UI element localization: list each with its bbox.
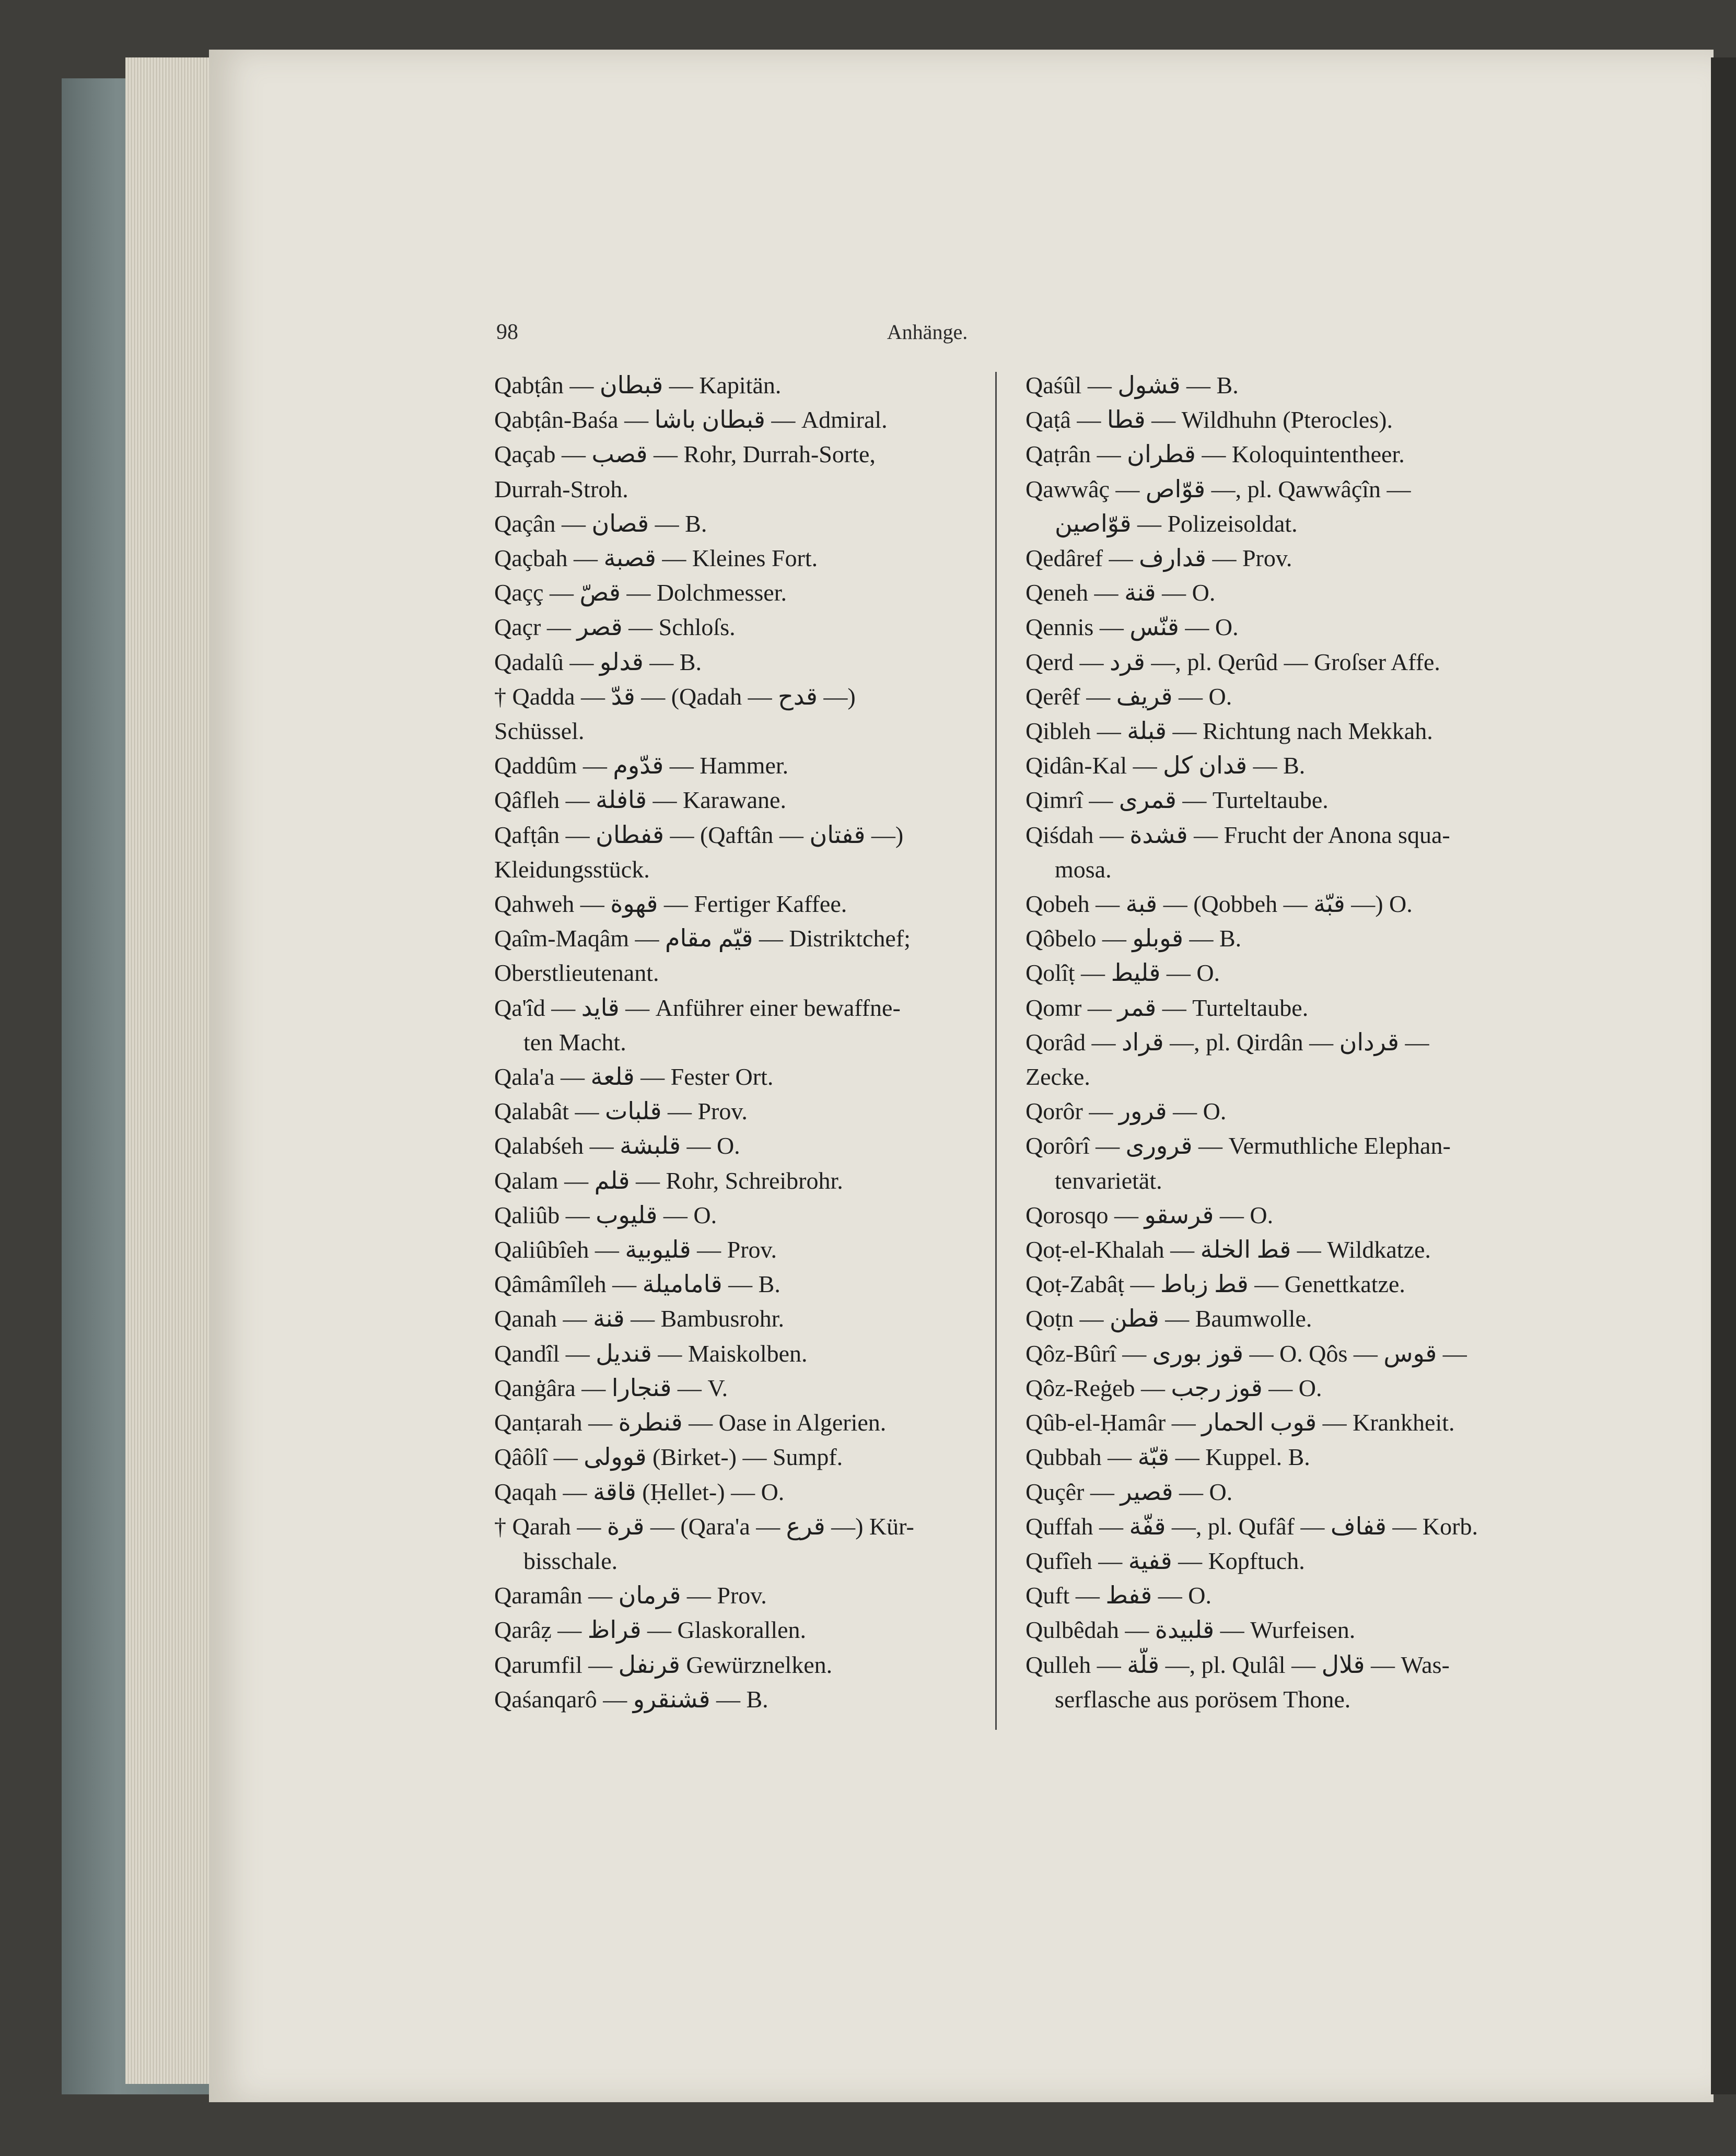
- running-head: Anhänge.: [887, 320, 968, 344]
- entry-line: Qiśdah — قشدة — Frucht der Anona squa-: [1026, 821, 1450, 848]
- entry-line: Qôz-Reġeb — قوز رجب — O.: [1026, 1374, 1322, 1401]
- entry-line: Qorosqo — قرسقو — O.: [1026, 1201, 1274, 1228]
- entry-line: Qaddûm — قدّوم — Hammer.: [494, 752, 789, 779]
- left-column: [494, 368, 970, 1717]
- entry-line: Qafṭân — قفطان — (Qaftân — قفتان —): [494, 821, 904, 848]
- entry-line: Quft — قفط — O.: [1026, 1582, 1211, 1609]
- entry-line: Oberstlieutenant.: [494, 959, 659, 987]
- entry-line: Qanġâra — قنجارا — V.: [494, 1374, 728, 1401]
- entry-line: Qâôlî — قوولی (Birket-) — Sumpf.: [494, 1444, 843, 1471]
- entry-line: Qarâẓ — قراظ — Glaskorallen.: [494, 1616, 807, 1644]
- entry-line: Qorôrî — قرورى — Vermuthliche Elephan-: [1026, 1132, 1451, 1159]
- entry-line: Qolîṭ — قليط — O.: [1026, 959, 1220, 987]
- entry-line: Qôbelo — قوبلو — B.: [1026, 925, 1242, 952]
- entry-line: Qaśûl — قشول — B.: [1026, 372, 1239, 399]
- entry-line: Qabṭân — قبطان — Kapitän.: [494, 372, 782, 399]
- entry-line: Qaîm-Maqâm — قيّم مقام — Distriktchef;: [494, 925, 911, 952]
- entry-line: Qorôr — قرور — O.: [1026, 1098, 1227, 1125]
- right-page-shadow: [1711, 57, 1736, 2094]
- entry-line: Qanṭarah — قنطرة — Oase in Algerien.: [494, 1409, 887, 1436]
- column-rule: [995, 372, 997, 1730]
- entry-line: Qulbêdah — قلبيدة — Wurfeisen.: [1026, 1616, 1356, 1644]
- entry-line: Qaliûb — قليوب — O.: [494, 1201, 717, 1228]
- entry-line: Qa'îd — قايد — Anführer einer bewaffne-: [494, 994, 901, 1021]
- entry-line: Qerd — قرد —, pl. Qerûd — Groſser Affe.: [1026, 648, 1440, 675]
- entry-line: Schüssel.: [494, 718, 585, 745]
- page-header: [496, 320, 1358, 361]
- entry-line: Qaliûbîeh — قليوبية — Prov.: [494, 1236, 777, 1263]
- page-number: 98: [496, 320, 518, 344]
- entry-line: Qoṭ-Zabâṭ — قط زباط — Genettkatze.: [1026, 1271, 1405, 1298]
- entry-line: Qoṭ-el-Khalah — قط الخلة — Wildkatze.: [1026, 1236, 1431, 1263]
- entry-line: Qennis — قنّس — O.: [1026, 614, 1239, 641]
- entry-line: † Qadda — قدّ — (Qadah — قدح —): [494, 683, 856, 710]
- entry-continuation: ten Macht.: [523, 1028, 626, 1056]
- entry-line: Qimrî — قمرى — Turteltaube.: [1026, 787, 1329, 814]
- entry-continuation: mosa.: [1055, 856, 1112, 883]
- right-column: [1026, 368, 1501, 1717]
- entry-line: Qaçr — قصر — Schloſs.: [494, 614, 736, 641]
- entry-line: Zecke.: [1026, 1063, 1090, 1091]
- entry-line: Qâfleh — قافلة — Karawane.: [494, 787, 786, 814]
- entry-line: Qaçab — قصب — Rohr, Durrah-Sorte,: [494, 441, 876, 468]
- entry-continuation: serflasche aus porösem Thone.: [1055, 1685, 1351, 1713]
- entry-line: Qawwâç — قوّاص —, pl. Qawwâçîn —: [1026, 475, 1411, 502]
- entry-line: Qidân-Kal — قدان كل — B.: [1026, 752, 1306, 779]
- entry-line: Qanah — قنة — Bambusrohr.: [494, 1305, 784, 1332]
- entry-line: Qufîeh — قفية — Kopftuch.: [1026, 1547, 1305, 1574]
- entry-line: Qalabât — قلبات — Prov.: [494, 1098, 748, 1125]
- entry-line: Qaramân — قرمان — Prov.: [494, 1582, 767, 1609]
- entry-line: Qibleh — قبلة — Richtung nach Mekkah.: [1026, 718, 1433, 745]
- entry-line: Qadalû — قدلو — B.: [494, 648, 702, 675]
- entry-line: Qerêf — قريف — O.: [1026, 683, 1232, 710]
- entry-line: Qaçbah — قصبة — Kleines Fort.: [494, 545, 818, 572]
- entry-line: Qâmâmîleh — قامامیلة — B.: [494, 1271, 780, 1298]
- entry-continuation: bisschale.: [523, 1547, 618, 1574]
- entry-line: Qalam — قلم — Rohr, Schreibrohr.: [494, 1167, 843, 1194]
- entry-line: Qandîl — قنديل — Maiskolben.: [494, 1340, 808, 1367]
- entry-line: Qûb-el-Ḥamâr — قوب الحمار — Krankheit.: [1026, 1409, 1455, 1436]
- entry-line: Qabṭân-Baśa — قبطان باشا — Admiral.: [494, 406, 888, 433]
- entry-line: Quffah — قفّة —, pl. Qufâf — قفاف — Korb.: [1026, 1513, 1478, 1540]
- entry-line: Qedâref — قدارف — Prov.: [1026, 545, 1292, 572]
- entry-line: Qahweh — قهوة — Fertiger Kaffee.: [494, 890, 847, 918]
- entry-line: Qaçç — قصّ — Dolchmesser.: [494, 579, 787, 606]
- entry-line: Qorâd — قراد —, pl. Qirdân — قردان —: [1026, 1028, 1429, 1056]
- entry-continuation: قوّاصين — Polizeisoldat.: [1055, 510, 1298, 537]
- entry-line: † Qarah — قرة — (Qara'a — قرع —) Kür-: [494, 1513, 914, 1540]
- entry-line: Qubbah — قبّة — Kuppel. B.: [1026, 1444, 1310, 1471]
- entry-line: Durrah-Stroh.: [494, 475, 628, 502]
- entry-line: Qulleh — قلّة —, pl. Qulâl — قلال — Was-: [1026, 1651, 1450, 1678]
- entry-line: Qaṭâ — قطا — Wildhuhn (Pterocles).: [1026, 406, 1393, 433]
- entry-line: Qaṭrân — قطران — Koloquintentheer.: [1026, 441, 1405, 468]
- entry-line: Quçêr — قصير — O.: [1026, 1478, 1233, 1505]
- entry-line: Qôz-Bûrî — قوز بورى — O. Qôs — قوس —: [1026, 1340, 1467, 1367]
- entry-line: Qarumfil — قرنفل Gewürznelken.: [494, 1651, 833, 1678]
- entry-line: Qaśanqarô — قشنقرو — B.: [494, 1685, 768, 1713]
- entry-line: Qalabśeh — قلبشة — O.: [494, 1132, 740, 1159]
- entry-line: Qobeh — قبة — (Qobbeh — قبّة —) O.: [1026, 890, 1413, 918]
- entry-line: Qoṭn — قطن — Baumwolle.: [1026, 1305, 1312, 1332]
- entry-line: Qomr — قمر — Turteltaube.: [1026, 994, 1309, 1021]
- entry-continuation: tenvarietät.: [1055, 1167, 1162, 1194]
- entry-line: Kleidungsstück.: [494, 856, 650, 883]
- entry-line: Qaqah — قاقة (Ḥellet-) — O.: [494, 1478, 785, 1505]
- entry-line: Qeneh — قنة — O.: [1026, 579, 1216, 606]
- entry-line: Qala'a — قلعة — Fester Ort.: [494, 1063, 774, 1091]
- entry-line: Qaçân — قصان — B.: [494, 510, 707, 537]
